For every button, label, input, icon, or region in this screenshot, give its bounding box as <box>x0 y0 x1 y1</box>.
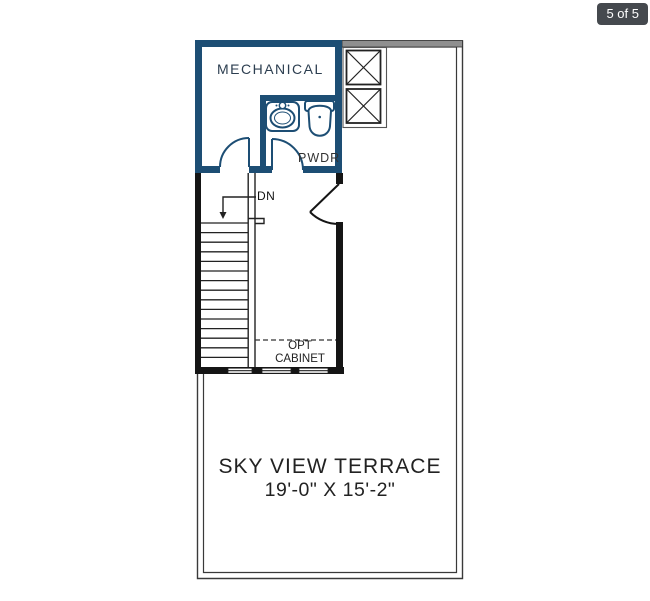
terrace-name-label: SKY VIEW TERRACE <box>218 455 442 478</box>
terrace-dimensions-label: 19'-0" X 15'-2" <box>264 479 396 501</box>
top-parapet-wall <box>342 41 463 48</box>
mechanical-room-label: MECHANICAL <box>217 61 324 77</box>
stairs <box>201 173 264 367</box>
hall-door-icon <box>310 184 339 224</box>
shaft-boxes <box>343 48 387 128</box>
sink-fixture <box>266 102 299 131</box>
stair-treads <box>201 223 248 357</box>
opt-cabinet-label <box>250 340 350 365</box>
stairs-down-label: DN <box>257 189 276 203</box>
down-arrow-icon <box>220 197 257 219</box>
opt-cabinet-label-line2: CABINET <box>275 352 325 365</box>
shaft-x-box-top <box>347 51 381 85</box>
window-icons <box>228 368 328 373</box>
powder-room-label: PWDR <box>298 151 341 165</box>
toilet-fixture <box>305 101 334 136</box>
mechanical-door-icon <box>220 138 249 167</box>
opt-cabinet-label-line1: OPT <box>288 340 312 352</box>
shaft-x-box-bottom <box>347 89 381 123</box>
page-count-badge: 5 of 5 <box>597 3 648 25</box>
